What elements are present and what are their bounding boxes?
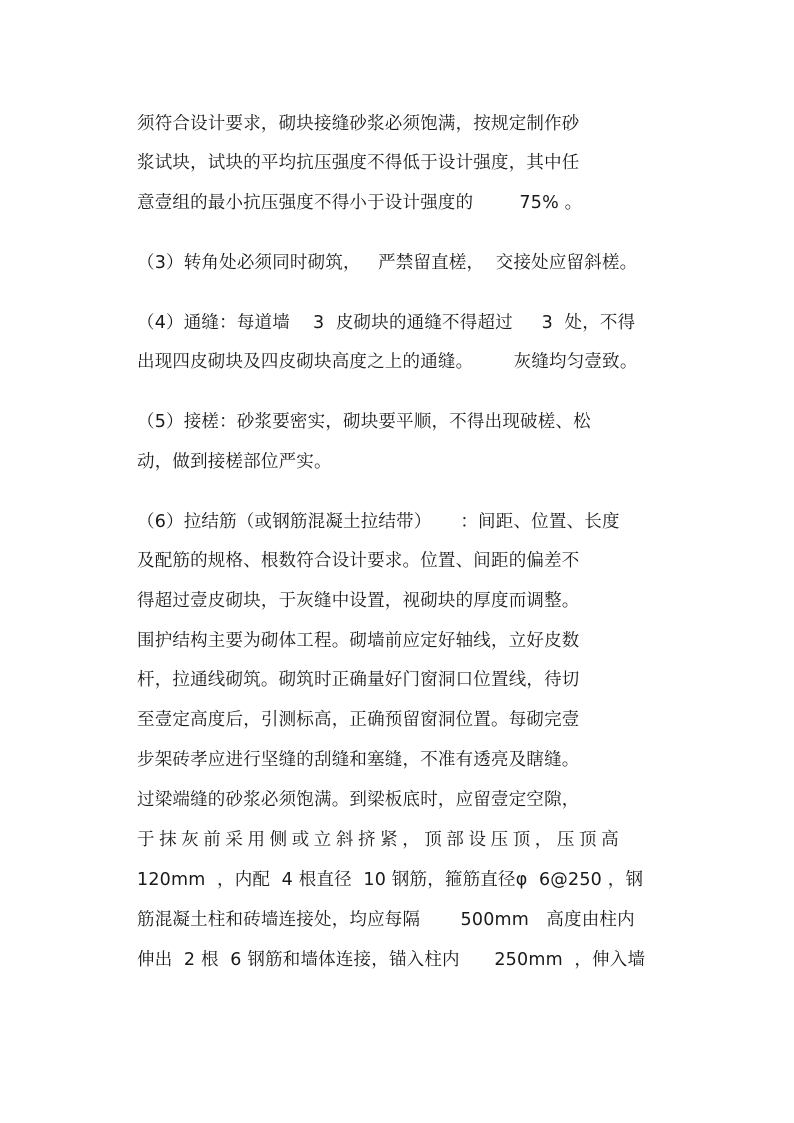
text-line: 浆试块，试块的平均抗压强度不得低于设计强度，其中任 bbox=[137, 153, 580, 173]
text-line: 过梁端缝的砂浆必须饱满。到梁板底时，应留壹定空隙， bbox=[137, 790, 580, 810]
text-line: 杆，拉通线砌筑。砌筑时正确量好门窗洞口位置线，待切 bbox=[137, 670, 580, 690]
text-line: 意壹组的最小抗压强度不得小于设计强度的 75% 。 bbox=[137, 193, 583, 213]
text-line: 须符合设计要求，砌块接缝砂浆必须饱满，按规定制作砂 bbox=[137, 114, 580, 134]
text-line: （4）通缝：每道墙 3 皮砌块的通缝不得超过 3 处，不得 bbox=[137, 313, 636, 333]
text-line: （6）拉结筋（或钢筋混凝土拉结带） ：间距、位置、长度 bbox=[137, 512, 620, 532]
text-line: 及配筋的规格、根数符合设计要求。位置、间距的偏差不 bbox=[137, 551, 580, 571]
text-line: 伸出 2 根 6 钢筋和墙体连接，锚入柱内 250mm ，伸入墙 bbox=[137, 950, 646, 970]
text-line: 步架砖孝应进行坚缝的刮缝和塞缝，不准有透亮及瞎缝。 bbox=[137, 750, 580, 770]
text-line: 动，做到接槎部位严实。 bbox=[137, 452, 332, 472]
text-line: 至壹定高度后，引测标高，正确预留窗洞位置。每砌完壹 bbox=[137, 710, 580, 730]
text-line: 于抹灰前采用侧或立斜挤紧，顶部设压顶，压顶高 bbox=[137, 830, 624, 850]
text-line: 120mm ，内配 4 根直径 10 钢筋，箍筋直径φ 6@250 ，钢 bbox=[137, 870, 644, 890]
text-line: （5）接槎：砂浆要密实，砌块要平顺，不得出现破槎、松 bbox=[137, 412, 591, 432]
text-line: （3）转角处必须同时砌筑， 严禁留直槎， 交接处应留斜槎。 bbox=[137, 253, 638, 273]
text-line: 筋混凝土柱和砖墙连接处，均应每隔 500mm 高度由柱内 bbox=[137, 910, 635, 930]
text-line: 得超过壹皮砌块，于灰缝中设置，视砌块的厚度而调整。 bbox=[137, 591, 580, 611]
text-line: 围护结构主要为砌体工程。砌墙前应定好轴线，立好皮数 bbox=[137, 631, 580, 651]
text-line: 出现四皮砌块及四皮砌块高度之上的通缝。 灰缝均匀壹致。 bbox=[137, 352, 638, 372]
